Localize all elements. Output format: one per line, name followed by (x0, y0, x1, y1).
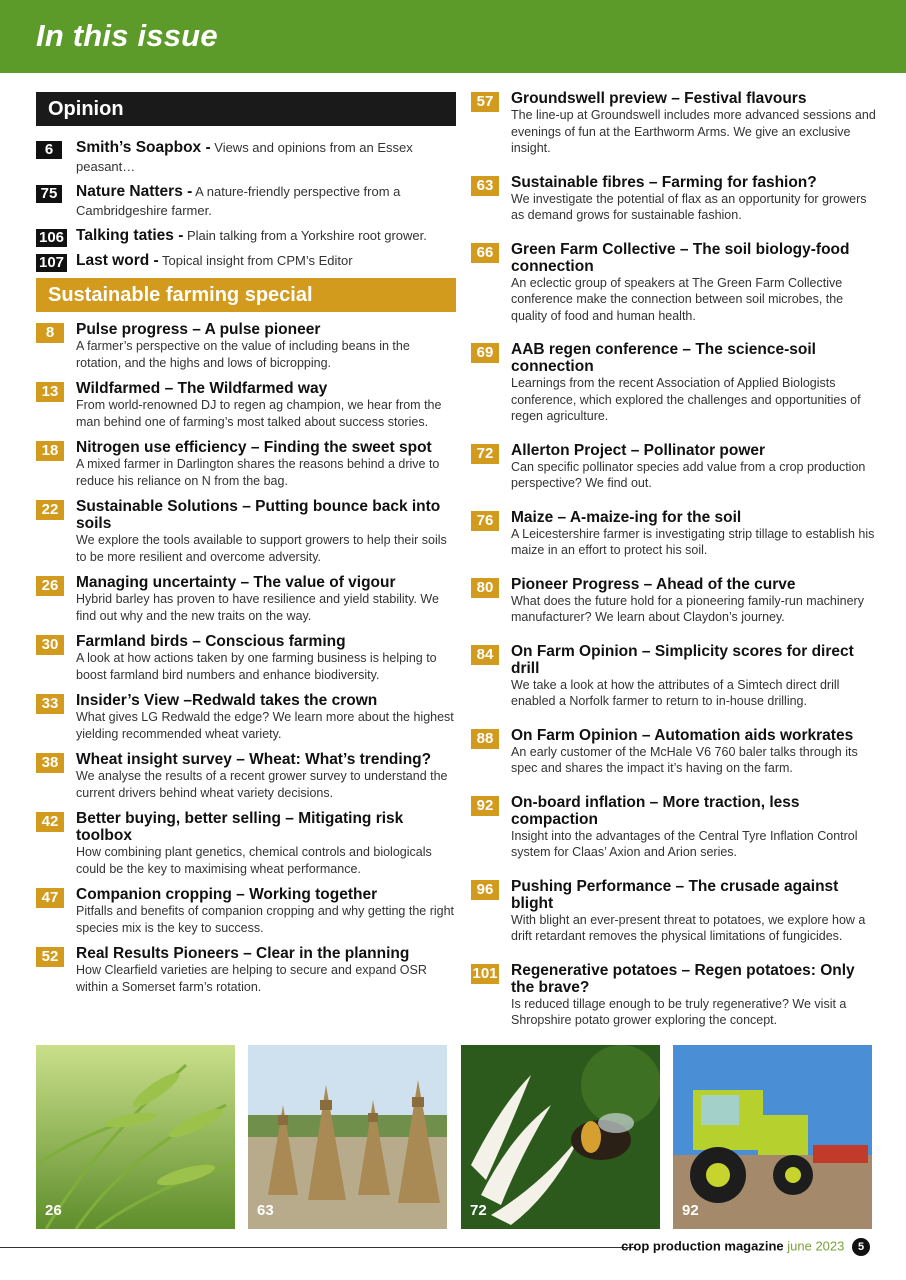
header-bar (0, 0, 906, 73)
contents-item[interactable] (471, 794, 881, 861)
contents-item[interactable] (471, 643, 881, 710)
item-title: On Farm Opinion – Simplicity scores for direct drill (511, 642, 854, 677)
sustainable-heading: Sustainable farming special (36, 278, 456, 312)
item-title: Wildfarmed – The Wildfarmed way (76, 380, 328, 397)
contents-item[interactable] (471, 90, 881, 157)
tractor-photo-icon (673, 1045, 872, 1229)
photo-strip (36, 1045, 872, 1229)
item-desc: Can specific pollinator species add value from a crop production perspective? We find out. (511, 459, 866, 490)
contents-item[interactable] (36, 886, 456, 936)
photo-page-number: 92 (682, 1202, 699, 1219)
contents-item[interactable] (471, 509, 881, 559)
item-desc: A mixed farmer in Darlington shares the reasons behind a drive to reduce his reliance on N from the bag. (76, 457, 440, 488)
contents-item[interactable] (36, 439, 456, 489)
photo-page-number: 26 (45, 1202, 62, 1219)
item-desc: A look at how actions taken by one farming business is helping to boost farmland bird numbers and enhance biodiversity. (76, 651, 437, 682)
item-desc: We take a look at how the attributes of a Simtech direct drill enabled a Norfolk farmer to return to in-house drilling. (511, 677, 840, 708)
opinion-item[interactable] (36, 138, 456, 176)
page-number: 107 (36, 254, 67, 272)
contents-item[interactable] (471, 727, 881, 777)
item-desc: An early customer of the McHale V6 760 baler talks through its spec and shares the impact it’s having on the farm. (511, 744, 858, 775)
photo-page-number: 72 (470, 1202, 487, 1219)
flax-stooks-photo[interactable] (248, 1045, 447, 1229)
bee-flower-photo-icon (461, 1045, 660, 1229)
page-number: 22 (36, 500, 64, 520)
item-title: Pioneer Progress – Ahead of the curve (511, 575, 796, 593)
item-desc: We investigate the potential of flax as an opportunity for growers as demand grows for sustainable fashion. (511, 191, 867, 222)
flax-stooks-photo-icon (248, 1045, 447, 1229)
item-title: Last word - (76, 252, 159, 269)
issue-date: june 2023 (787, 1238, 845, 1254)
page-number: 63 (471, 176, 499, 196)
item-desc: An eclectic group of speakers at The Green Farm Collective conference make the connection between soil microbes, the quality of food and human health. (511, 275, 844, 323)
item-title: Sustainable fibres – Farming for fashion? (511, 173, 817, 191)
page-number: 75 (36, 185, 62, 203)
item-desc: Pitfalls and benefits of companion cropping and why getting the right species mix is the key to success. (76, 904, 455, 935)
item-title: Pushing Performance – The crusade against blight (511, 877, 839, 912)
page-number: 18 (36, 441, 64, 461)
item-desc: Plain talking from a Yorkshire root grower. (183, 228, 427, 243)
item-title: Talking taties - (76, 227, 184, 244)
page-footer (621, 1238, 870, 1256)
page-number: 101 (472, 964, 498, 982)
page-number: 26 (36, 576, 64, 596)
page-number: 66 (471, 243, 499, 263)
page-number: 38 (36, 753, 64, 773)
contents-item[interactable] (36, 692, 456, 742)
page-number: 80 (471, 578, 499, 598)
page-number: 13 (36, 382, 64, 402)
contents-item[interactable] (471, 174, 881, 224)
right-column (471, 90, 881, 1029)
item-title: Better buying, better selling – Mitigating risk toolbox (76, 810, 404, 844)
contents-item[interactable] (471, 878, 881, 945)
item-title: On-board inflation – More traction, less compaction (511, 793, 800, 828)
contents-item[interactable] (36, 321, 456, 371)
page-number: 84 (471, 645, 499, 665)
page-number: 76 (471, 511, 499, 531)
item-desc: How combining plant genetics, chemical controls and biologicals could be the key to maximising wheat performance. (76, 845, 432, 876)
item-desc: From world-renowned DJ to regen ag champion, we hear from the man behind one of farming’s most talked about success stories. (76, 398, 442, 429)
item-desc: We explore the tools available to support growers to help their soils to be more resilient and overcome adversity. (76, 533, 447, 564)
page-number: 6 (36, 141, 62, 159)
item-desc: How Clearfield varieties are helping to secure and expand OSR within a Somerset farm’s rotation. (76, 963, 427, 994)
contents-item[interactable] (471, 962, 881, 1029)
item-title: On Farm Opinion – Automation aids workrates (511, 726, 854, 744)
item-title: Regenerative potatoes – Regen potatoes: Only the brave? (511, 961, 855, 996)
item-desc: What does the future hold for a pioneering family-run machinery manufacturer? We learn about Claydon’s journey. (511, 593, 864, 624)
item-desc: Views and opinions from an Essex peasant… (76, 140, 413, 174)
magazine-name: crop production magazine (621, 1238, 784, 1254)
item-desc: Is reduced tillage enough to be truly regenerative? We visit a Shropshire potato grower exploring the concept. (511, 996, 847, 1027)
opinion-item[interactable] (36, 251, 456, 270)
item-title: Pulse progress – A pulse pioneer (76, 321, 321, 338)
item-title: Farmland birds – Conscious farming (76, 633, 346, 650)
item-title: Sustainable Solutions – Putting bounce back into soils (76, 498, 441, 532)
item-desc: Hybrid barley has proven to have resilience and yield stability. We find out why and the new traits on the way. (76, 592, 439, 623)
item-title: Groundswell preview – Festival flavours (511, 90, 807, 107)
item-desc: A Leicestershire farmer is investigating strip tillage to establish his maize in an effort to protect his soil. (511, 526, 875, 557)
contents-item[interactable] (471, 442, 881, 492)
barley-photo-icon (36, 1045, 235, 1229)
contents-item[interactable] (36, 810, 456, 877)
item-title: Allerton Project – Pollinator power (511, 441, 766, 459)
item-title: Companion cropping – Working together (76, 886, 378, 903)
opinion-heading: Opinion (36, 92, 456, 126)
opinion-item[interactable] (36, 182, 456, 220)
page-number-badge: 5 (852, 1238, 870, 1256)
page-number: 30 (36, 635, 64, 655)
page-number: 52 (36, 947, 64, 967)
item-title: Managing uncertainty – The value of vigour (76, 574, 396, 591)
barley-photo[interactable] (36, 1045, 235, 1229)
page-number: 57 (471, 92, 499, 112)
contents-item[interactable] (36, 574, 456, 624)
contents-item[interactable] (36, 380, 456, 430)
item-desc: Learnings from the recent Association of Applied Biologists conference, which explored the challenges and opportunities of regen agriculture. (511, 376, 861, 423)
contents-item[interactable] (471, 241, 881, 325)
item-desc: Insight into the advantages of the Central Tyre Inflation Control system for Claas’ Axion and Arion series. (511, 828, 858, 859)
item-desc: The line-up at Groundswell includes more advanced sessions and evenings of fun at the Earthworm Arms. We give an exclusive insight. (511, 108, 876, 155)
page-number: 96 (471, 880, 499, 900)
item-desc: A nature-friendly perspective from a Cambridgeshire farmer. (76, 184, 401, 218)
item-title: Nature Natters - (76, 183, 193, 200)
item-title: Smith’s Soapbox - (76, 139, 211, 156)
page-title: In this issue (36, 18, 218, 53)
photo-page-number: 63 (257, 1202, 274, 1219)
bee-flower-photo[interactable] (461, 1045, 660, 1229)
sustainable-list (36, 321, 456, 995)
page-number: 8 (36, 323, 64, 343)
item-desc: Topical insight from CPM’s Editor (158, 253, 353, 268)
contents-item[interactable] (471, 341, 881, 425)
page-number: 106 (36, 229, 67, 247)
page-number: 33 (36, 694, 64, 714)
contents-item[interactable] (36, 751, 456, 801)
contents-item[interactable] (36, 633, 456, 683)
opinion-item[interactable] (36, 226, 456, 245)
footer-divider (0, 1247, 636, 1248)
item-desc: We analyse the results of a recent grower survey to understand the current drivers behind wheat variety decisions. (76, 769, 448, 800)
item-title: Real Results Pioneers – Clear in the planning (76, 945, 410, 962)
item-title: Nitrogen use efficiency – Finding the sweet spot (76, 439, 432, 456)
page-number: 47 (36, 888, 64, 908)
contents-item[interactable] (471, 576, 881, 626)
contents-item[interactable] (36, 498, 456, 565)
item-title: Insider’s View –Redwald takes the crown (76, 692, 378, 709)
page-number: 88 (471, 729, 499, 749)
item-desc: A farmer’s perspective on the value of including beans in the rotation, and the highs and lows of bicropping. (76, 339, 410, 370)
item-title: Wheat insight survey – Wheat: What’s trending? (76, 751, 432, 768)
item-title: Maize – A-maize-ing for the soil (511, 508, 742, 526)
item-title: AAB regen conference – The science-soil connection (511, 341, 816, 375)
item-desc: With blight an ever-present threat to potatoes, we explore how a drift retardant removes the physical limitations of fungicides. (511, 912, 866, 943)
item-title: Green Farm Collective – The soil biology-food connection (511, 240, 850, 275)
left-column (36, 92, 456, 995)
tractor-photo[interactable] (673, 1045, 872, 1229)
page-number: 69 (471, 343, 499, 363)
contents-item[interactable] (36, 945, 456, 995)
page-number: 92 (471, 796, 499, 816)
page-number: 72 (471, 444, 499, 464)
item-desc: What gives LG Redwald the edge? We learn more about the highest yielding recommended wheat variety. (76, 710, 454, 741)
page-number: 42 (36, 812, 64, 832)
